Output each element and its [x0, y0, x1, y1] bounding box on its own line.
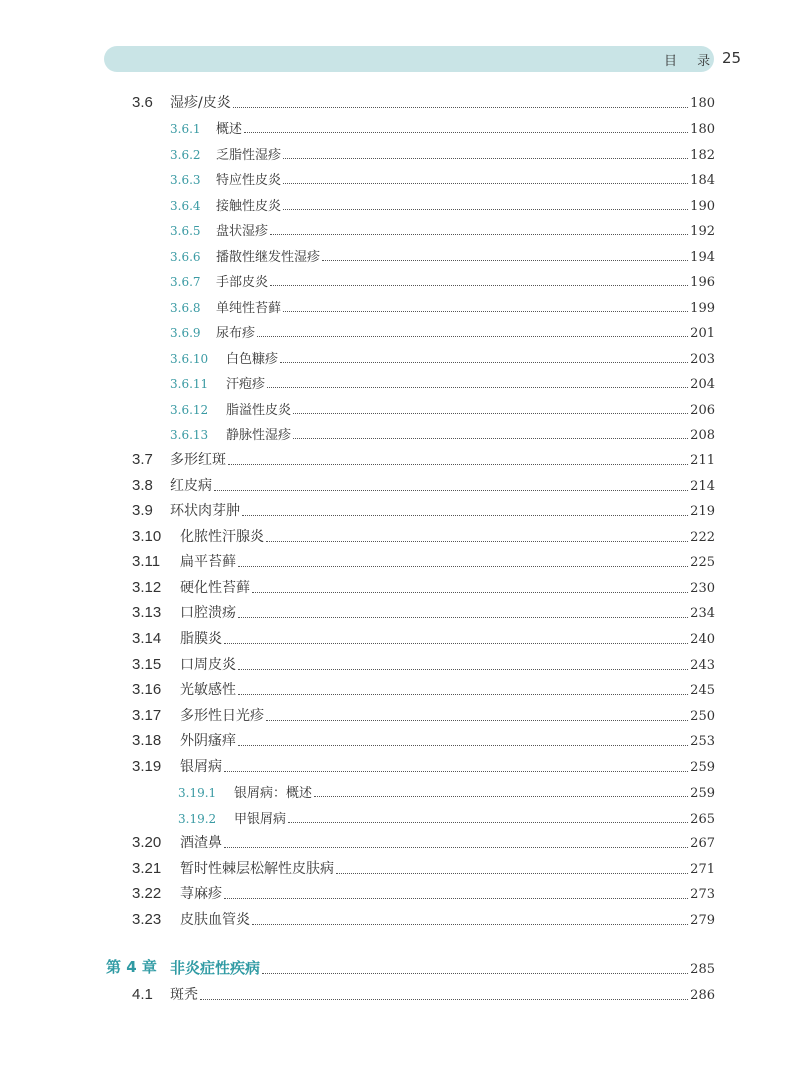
- dot-leader: [267, 387, 688, 388]
- toc-entry-page: 279: [690, 913, 715, 928]
- toc-entry-page: 271: [690, 862, 715, 877]
- toc-entry-row[interactable]: [0, 476, 790, 498]
- toc-entry-page: 234: [690, 606, 715, 621]
- toc-entry-number: 第 4 章: [106, 958, 157, 976]
- toc-entry-row[interactable]: [0, 373, 790, 395]
- toc-entry-title: 口周皮炎: [180, 657, 236, 673]
- toc-entry-row[interactable]: [0, 603, 790, 625]
- dot-leader: [288, 822, 688, 823]
- toc-entry-page: 201: [690, 326, 715, 341]
- toc-entry-page: 206: [690, 403, 715, 418]
- dot-leader: [238, 745, 688, 746]
- toc-entry-page: 225: [690, 555, 715, 570]
- toc-entry-title: 酒渣鼻: [180, 835, 222, 851]
- toc-entry-title: 手部皮炎: [216, 275, 269, 290]
- toc-entry-page: 196: [690, 275, 715, 290]
- toc-entry-title: 湿疹/皮炎: [170, 95, 231, 111]
- toc-entry-page: 222: [690, 530, 715, 545]
- toc-entry-title: 汗疱疹: [226, 377, 266, 392]
- toc-entry-title: 斑秃: [170, 987, 198, 1003]
- toc-entry-page: 180: [690, 122, 715, 137]
- toc-entry-number: 3.7: [132, 451, 153, 468]
- toc-entry-number: 3.23: [132, 911, 162, 928]
- dot-leader: [293, 413, 688, 414]
- toc-entry-page: 230: [690, 581, 715, 596]
- toc-entry-row[interactable]: [0, 985, 790, 1007]
- dot-leader: [280, 362, 688, 363]
- toc-entry-number: 3.6.3: [170, 173, 201, 187]
- toc-entry-row[interactable]: [0, 144, 790, 166]
- toc-entry-title: 甲银屑病: [234, 812, 287, 827]
- dot-leader: [283, 158, 688, 159]
- header-bar: [104, 46, 714, 72]
- dot-leader: [270, 285, 688, 286]
- toc-entry-number: 3.19.2: [178, 812, 217, 826]
- toc-entry-row[interactable]: [0, 680, 790, 702]
- toc-entry-page: 259: [690, 760, 715, 775]
- toc-entry-row[interactable]: [0, 424, 790, 446]
- toc-entry-page: 267: [690, 836, 715, 851]
- dot-leader: [200, 999, 688, 1000]
- toc-entry-row[interactable]: [0, 501, 790, 523]
- toc-entry-row[interactable]: [0, 578, 790, 600]
- toc-entry-title: 扁平苔藓: [180, 554, 236, 570]
- toc-entry-number: 3.6: [132, 94, 153, 111]
- toc-entry-number: 3.12: [132, 579, 162, 596]
- dot-leader: [214, 490, 688, 491]
- toc-entry-page: 208: [690, 428, 715, 443]
- toc-entry-number: 3.6.10: [170, 352, 209, 366]
- toc-entry-number: 3.9: [132, 502, 153, 519]
- toc-entry-number: 3.14: [132, 630, 162, 647]
- dot-leader: [224, 847, 688, 848]
- page-number: 25: [722, 49, 742, 67]
- toc-entry-page: 286: [690, 988, 715, 1003]
- toc-entry-number: 3.6.6: [170, 250, 201, 264]
- toc-entry-number: 3.16: [132, 681, 162, 698]
- toc-entry-page: 253: [690, 734, 715, 749]
- toc-entry-row[interactable]: [0, 859, 790, 881]
- dot-leader: [314, 796, 688, 797]
- toc-entry-page: 250: [690, 709, 715, 724]
- dot-leader: [252, 592, 688, 593]
- toc-entry-row[interactable]: [0, 655, 790, 677]
- toc-entry-title: 非炎症性疾病: [170, 959, 261, 977]
- toc-entry-title: 红皮病: [170, 478, 212, 494]
- dot-leader: [228, 464, 688, 465]
- toc-entry-title: 硬化性苔藓: [180, 580, 250, 596]
- toc-entry-row[interactable]: [0, 195, 790, 217]
- toc-entry-row[interactable]: [0, 348, 790, 370]
- toc-entry-title: 乏脂性湿疹: [216, 148, 282, 163]
- toc-entry-number: 3.6.11: [170, 377, 209, 391]
- toc-entry-row[interactable]: [0, 782, 790, 804]
- toc-entry-row[interactable]: [0, 118, 790, 140]
- toc-entry-number: 3.19: [132, 758, 162, 775]
- dot-leader: [224, 643, 688, 644]
- toc-entry-page: 214: [690, 479, 715, 494]
- toc-entry-row[interactable]: [0, 552, 790, 574]
- toc-entry-number: 3.8: [132, 477, 153, 494]
- toc-entry-number: 3.6.7: [170, 275, 201, 289]
- toc-entry-number: 3.6.1: [170, 122, 201, 136]
- toc-entry-title: 脂膜炎: [180, 631, 222, 647]
- toc-entry-title: 单纯性苔藓: [216, 301, 282, 316]
- toc-entry-number: 3.11: [132, 553, 161, 570]
- toc-entry-title: 荨麻疹: [180, 886, 222, 902]
- toc-entry-row[interactable]: [0, 527, 790, 549]
- toc-entry-page: 245: [690, 683, 715, 698]
- toc-entry-row[interactable]: [0, 833, 790, 855]
- toc-entry-page: 190: [690, 199, 715, 214]
- toc-entry-title: 化脓性汗腺炎: [180, 529, 264, 545]
- toc-entry-page: 219: [690, 504, 715, 519]
- dot-leader: [283, 209, 688, 210]
- toc-entry-page: 285: [690, 962, 715, 977]
- dot-leader: [283, 311, 688, 312]
- dot-leader: [257, 336, 688, 337]
- toc-entry-row[interactable]: [0, 271, 790, 293]
- toc-entry-row[interactable]: [0, 884, 790, 906]
- toc-entry-title: 环状肉芽肿: [170, 503, 240, 519]
- toc-entry-number: 3.15: [132, 656, 162, 673]
- toc-entry-title: 播散性继发性湿疹: [216, 250, 321, 265]
- toc-entry-row[interactable]: [0, 808, 790, 830]
- toc-entry-number: 3.6.13: [170, 428, 209, 442]
- dot-leader: [242, 515, 688, 516]
- toc-entry-page: 184: [690, 173, 715, 188]
- toc-entry-title: 白色糠疹: [226, 352, 279, 367]
- dot-leader: [283, 183, 688, 184]
- toc-entry-number: 3.13: [132, 604, 162, 621]
- toc-entry-page: 194: [690, 250, 715, 265]
- toc-entry-page: 265: [690, 812, 715, 827]
- dot-leader: [266, 541, 688, 542]
- toc-entry-number: 3.20: [132, 834, 162, 851]
- dot-leader: [244, 132, 688, 133]
- toc-entry-row[interactable]: [0, 322, 790, 344]
- toc-entry-title: 口腔溃疡: [180, 605, 236, 621]
- dot-leader: [238, 617, 688, 618]
- dot-leader: [233, 107, 688, 108]
- dot-leader: [322, 260, 688, 261]
- toc-entry-number: 3.21: [132, 860, 162, 877]
- dot-leader: [252, 924, 688, 925]
- toc-entry-title: 皮肤血管炎: [180, 912, 250, 928]
- toc-entry-page: 199: [690, 301, 715, 316]
- toc-entry-number: 3.10: [132, 528, 162, 545]
- toc-entry-title: 脂溢性皮炎: [226, 403, 292, 418]
- toc-entry-title: 盘状湿疹: [216, 224, 269, 239]
- toc-entry-title: 尿布疹: [216, 326, 256, 341]
- toc-entry-title: 光敏感性: [180, 682, 236, 698]
- toc-entry-number: 3.22: [132, 885, 162, 902]
- header-title: 目 录: [664, 54, 719, 69]
- toc-entry-row[interactable]: [0, 450, 790, 472]
- toc-entry-number: 3.6.4: [170, 199, 201, 213]
- toc-entry-number: 3.18: [132, 732, 162, 749]
- toc-entry-number: 4.1: [132, 986, 153, 1003]
- dot-leader: [262, 973, 688, 974]
- toc-entry-title: 多形性日光疹: [180, 708, 264, 724]
- toc-entry-row[interactable]: [0, 910, 790, 932]
- toc-entry-title: 银屑病: [180, 759, 222, 775]
- dot-leader: [266, 720, 688, 721]
- toc-entry-title: 外阴瘙痒: [180, 733, 236, 749]
- toc-entry-row[interactable]: [0, 706, 790, 728]
- dot-leader: [238, 566, 688, 567]
- toc-entry-row[interactable]: [0, 731, 790, 753]
- toc-entry-page: 203: [690, 352, 715, 367]
- toc-entry-number: 3.6.8: [170, 301, 201, 315]
- toc-entry-title: 概述: [216, 122, 243, 137]
- toc-entry-number: 3.6.2: [170, 148, 201, 162]
- toc-entry-row[interactable]: [0, 220, 790, 242]
- toc-entry-title: 多形红斑: [170, 452, 226, 468]
- toc-entry-page: 211: [690, 453, 715, 468]
- toc-entry-number: 3.17: [132, 707, 162, 724]
- toc-entry-title: 接触性皮炎: [216, 199, 282, 214]
- toc-entry-page: 273: [690, 887, 715, 902]
- toc-entry-row[interactable]: [0, 246, 790, 268]
- toc-entry-row[interactable]: [0, 399, 790, 421]
- toc-entry-row[interactable]: [0, 93, 790, 115]
- toc-entry-page: 240: [690, 632, 715, 647]
- toc-entry-title: 特应性皮炎: [216, 173, 282, 188]
- dot-leader: [224, 771, 688, 772]
- toc-chapter-row[interactable]: [0, 959, 790, 981]
- toc-entry-title: 静脉性湿疹: [226, 428, 292, 443]
- dot-leader: [293, 438, 688, 439]
- toc-entry-page: 182: [690, 148, 715, 163]
- toc-entry-number: 3.6.5: [170, 224, 201, 238]
- dot-leader: [336, 873, 688, 874]
- toc-entry-row[interactable]: [0, 757, 790, 779]
- toc-entry-number: 3.6.9: [170, 326, 201, 340]
- toc-entry-row[interactable]: [0, 297, 790, 319]
- toc-entry-number: 3.19.1: [178, 786, 217, 800]
- dot-leader: [238, 694, 688, 695]
- toc-entry-page: 243: [690, 658, 715, 673]
- toc-entry-title: 银屑病：概述: [234, 786, 313, 801]
- toc-entry-page: 259: [690, 786, 715, 801]
- toc-entry-page: 192: [690, 224, 715, 239]
- toc-entry-page: 180: [690, 96, 715, 111]
- toc-entry-page: 204: [690, 377, 715, 392]
- dot-leader: [224, 898, 688, 899]
- dot-leader: [238, 669, 688, 670]
- toc-entry-row[interactable]: [0, 629, 790, 651]
- toc-entry-row[interactable]: [0, 169, 790, 191]
- toc-entry-number: 3.6.12: [170, 403, 209, 417]
- toc-entry-title: 暂时性棘层松解性皮肤病: [180, 861, 334, 877]
- dot-leader: [270, 234, 688, 235]
